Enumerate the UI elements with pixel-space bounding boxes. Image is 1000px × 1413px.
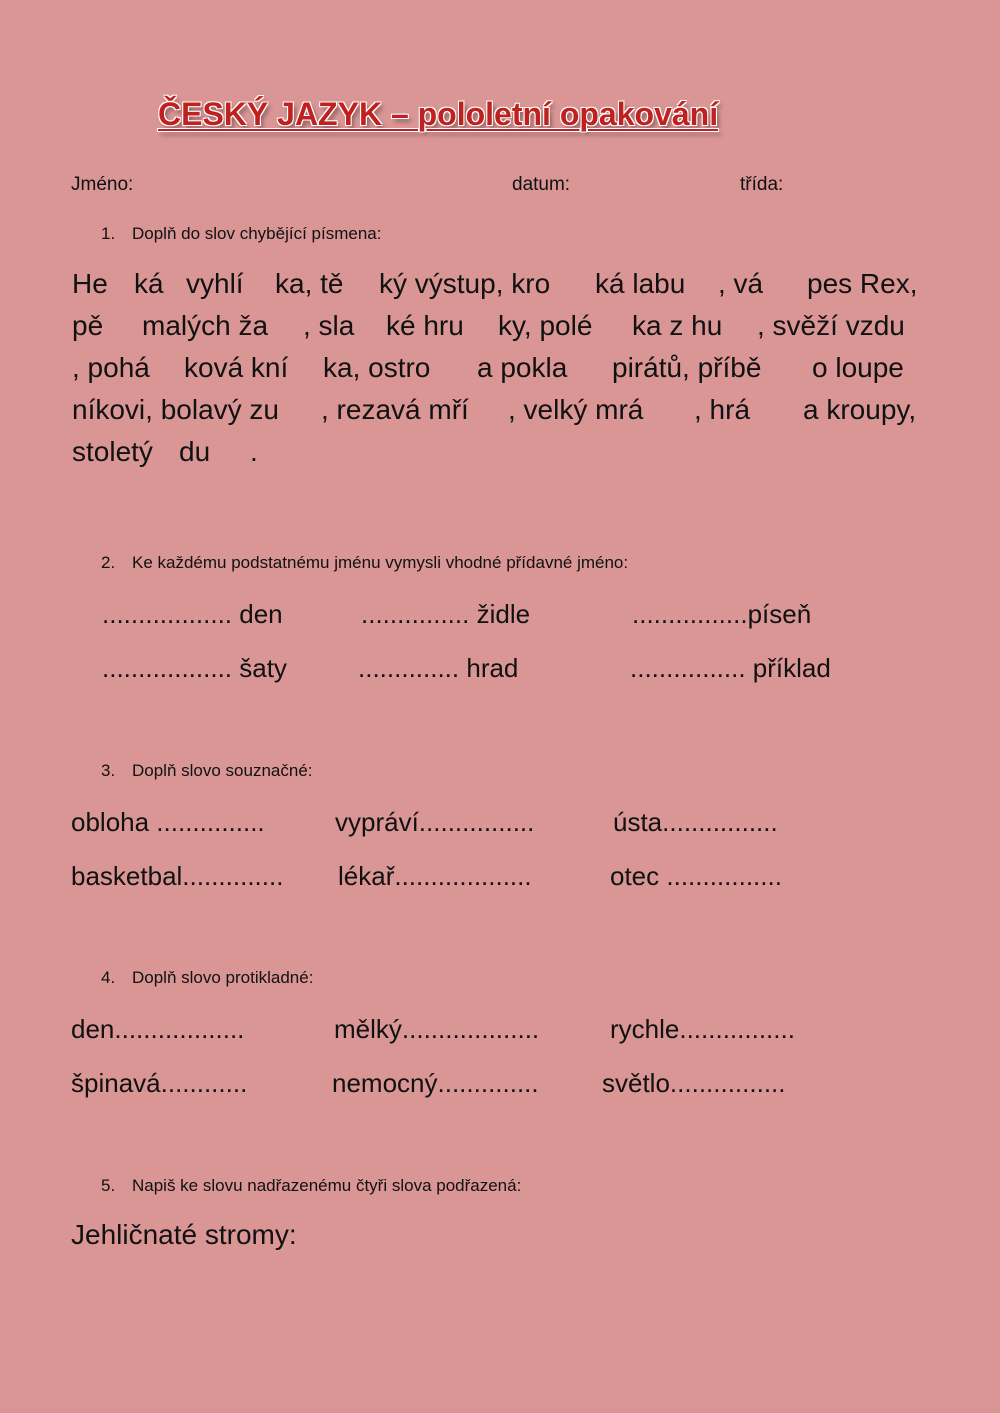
name-label: Jméno: <box>71 174 134 195</box>
word-fragment: pě <box>72 310 104 341</box>
word-fragment: ky, polé <box>498 310 593 341</box>
task-number: 2. <box>101 553 116 572</box>
word-fragment: , velký mrá <box>508 394 644 425</box>
date-label: datum: <box>512 174 571 195</box>
word-fragment: , sla <box>303 310 355 341</box>
task5-prompt: Jehličnaté stromy: <box>71 1219 297 1250</box>
task3-heading <box>101 761 313 781</box>
task-number: 1. <box>101 224 116 243</box>
task-instruction: Doplň slovo protikladné: <box>132 968 314 987</box>
word-fragment: ka z hu <box>632 310 723 341</box>
answer-blank: rychle................ <box>610 1014 795 1044</box>
word-fragment: malých ža <box>142 310 269 341</box>
task-number: 5. <box>101 1176 116 1195</box>
page-title: ČESKÝ JAZYK – pololetní opakování <box>158 96 719 132</box>
answer-blank: vypráví................ <box>335 807 535 837</box>
answer-blank: ................ příklad <box>630 653 831 683</box>
word-fragment: , rezavá mří <box>321 394 469 425</box>
answer-blank: basketbal.............. <box>71 861 284 891</box>
task-instruction: Doplň do slov chybějící písmena: <box>132 224 382 243</box>
word-fragment: ký výstup, kro <box>379 268 551 299</box>
answer-blank: ................píseň <box>632 599 812 629</box>
answer-blank: světlo................ <box>602 1068 786 1098</box>
word-fragment: pes Rex, <box>807 268 918 299</box>
task-instruction: Ke každému podstatnému jménu vymysli vhodné přídavné jméno: <box>132 553 629 572</box>
word-fragment: o loupe <box>812 352 904 383</box>
word-fragment: , pohá <box>72 352 150 383</box>
answer-blank: obloha ............... <box>71 807 265 837</box>
answer-blank: den.................. <box>71 1014 245 1044</box>
answer-blank: .............. hrad <box>358 653 519 683</box>
word-fragment: ka, tě <box>275 268 344 299</box>
task-instruction: Napiš ke slovu nadřazenému čtyři slova podřazená: <box>132 1176 522 1195</box>
word-fragment: a pokla <box>477 352 568 383</box>
word-fragment: stoletý <box>72 436 153 467</box>
answer-blank: ústa................ <box>613 807 778 837</box>
word-fragment: . <box>250 436 258 467</box>
answer-blank: ............... židle <box>361 599 531 629</box>
word-fragment: , svěží vzdu <box>757 310 905 341</box>
answer-blank: .................. šaty <box>102 653 287 683</box>
word-fragment: du <box>179 436 211 467</box>
word-fragment: ké hru <box>386 310 464 341</box>
answer-blank: .................. den <box>102 599 283 629</box>
task-instruction: Doplň slovo souznačné: <box>132 761 313 780</box>
word-fragment: vyhlí <box>186 268 244 299</box>
word-fragment: ká labu <box>595 268 686 299</box>
answer-blank: lékař................... <box>338 861 532 891</box>
answer-blank: mělký................... <box>334 1014 540 1044</box>
class-label: třída: <box>740 174 784 195</box>
word-fragment: , vá <box>718 268 764 299</box>
answer-blank: nemocný.............. <box>332 1068 539 1098</box>
word-fragment: ková kní <box>184 352 289 383</box>
task1-heading <box>101 224 381 244</box>
task-number: 3. <box>101 761 116 780</box>
word-fragment: , hrá <box>694 394 751 425</box>
task-number: 4. <box>101 968 116 987</box>
task5-heading <box>101 1176 521 1196</box>
word-fragment: pirátů, příbě <box>612 352 762 383</box>
word-fragment: ka, ostro <box>323 352 431 383</box>
word-fragment: He <box>72 268 108 299</box>
word-fragment: ká <box>134 268 164 299</box>
answer-blank: špinavá............ <box>71 1068 248 1098</box>
task2-heading <box>101 553 628 573</box>
answer-blank: otec ................ <box>610 861 782 891</box>
task4-heading <box>101 968 313 988</box>
word-fragment: níkovi, bolavý zu <box>72 394 279 425</box>
word-fragment: a kroupy, <box>803 394 917 425</box>
